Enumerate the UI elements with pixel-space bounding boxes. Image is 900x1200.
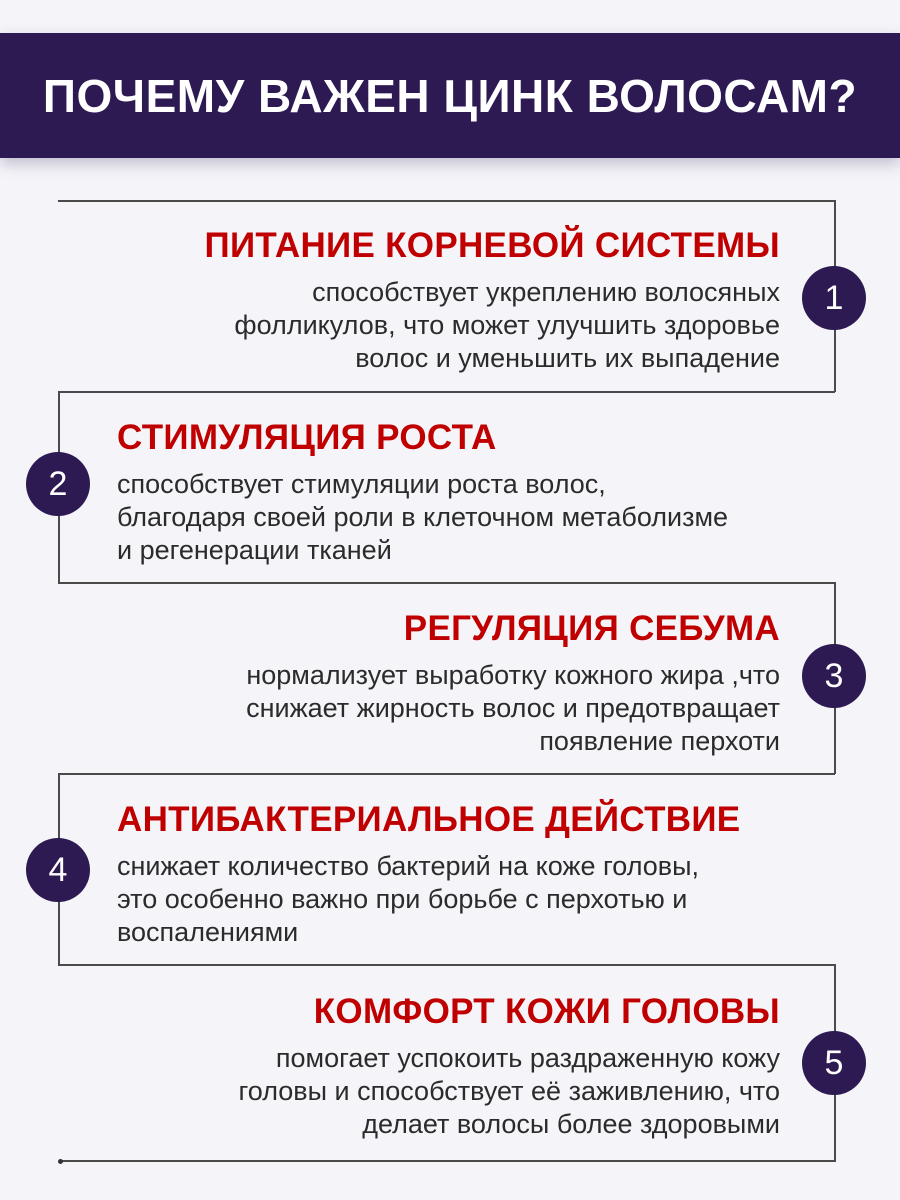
divider-line	[58, 582, 835, 584]
benefit-item-1	[80, 226, 780, 375]
number-badge-4: 4	[26, 838, 90, 902]
description-line: волос и уменьшить их выпадение	[355, 343, 780, 373]
description-line: появление перхоти	[539, 726, 780, 756]
benefit-item-5	[80, 992, 780, 1141]
page-title: ПОЧЕМУ ВАЖЕН ЦИНК ВОЛОСАМ?	[42, 69, 858, 122]
benefit-item-4	[117, 800, 837, 949]
benefit-description	[117, 850, 837, 949]
header-banner	[0, 33, 900, 158]
number-badge-2: 2	[26, 452, 90, 516]
benefit-description	[117, 468, 837, 567]
description-line: снижает жирность волос и предотвращает	[246, 693, 780, 723]
description-line: воспалениями	[117, 917, 299, 947]
benefit-title: АНТИБАКТЕРИАЛЬНОЕ ДЕЙСТВИЕ	[117, 800, 741, 839]
description-line: помогает успокоить раздраженную кожу	[275, 1043, 780, 1073]
benefit-title: ПИТАНИЕ КОРНЕВОЙ СИСТЕМЫ	[204, 226, 780, 265]
benefit-title: КОМФОРТ КОЖИ ГОЛОВЫ	[313, 992, 780, 1031]
description-line: способствует стимуляции роста волос,	[117, 469, 606, 499]
benefit-description	[80, 659, 780, 758]
benefit-description	[80, 276, 780, 375]
description-line: делает волосы более здоровыми	[362, 1109, 780, 1139]
benefit-title: СТИМУЛЯЦИЯ РОСТА	[117, 418, 497, 457]
description-line: головы и способствует её заживлению, что	[238, 1076, 780, 1106]
description-line: способствует укреплению волосяных	[312, 277, 780, 307]
divider-line	[58, 391, 835, 393]
divider-line	[60, 1160, 836, 1162]
number-badge-5: 5	[802, 1031, 866, 1095]
line-end-dot	[58, 1159, 63, 1164]
benefit-item-3	[80, 609, 780, 758]
number-badge-1: 1	[802, 266, 866, 330]
benefit-item-2	[117, 418, 837, 567]
number-badge-3: 3	[802, 644, 866, 708]
description-line: нормализует выработку кожного жира ,что	[246, 660, 780, 690]
divider-line	[58, 200, 835, 202]
benefit-description	[80, 1042, 780, 1141]
divider-line	[58, 773, 835, 775]
benefit-title: РЕГУЛЯЦИЯ СЕБУМА	[403, 609, 780, 648]
description-line: и регенерации тканей	[117, 535, 392, 565]
divider-line	[58, 964, 835, 966]
description-line: благодаря своей роли в клеточном метаболизме	[117, 502, 729, 532]
description-line: фолликулов, что может улучшить здоровье	[234, 310, 780, 340]
description-line: это особенно важно при борьбе с перхотью и	[117, 884, 688, 914]
description-line: снижает количество бактерий на коже головы,	[117, 851, 700, 881]
